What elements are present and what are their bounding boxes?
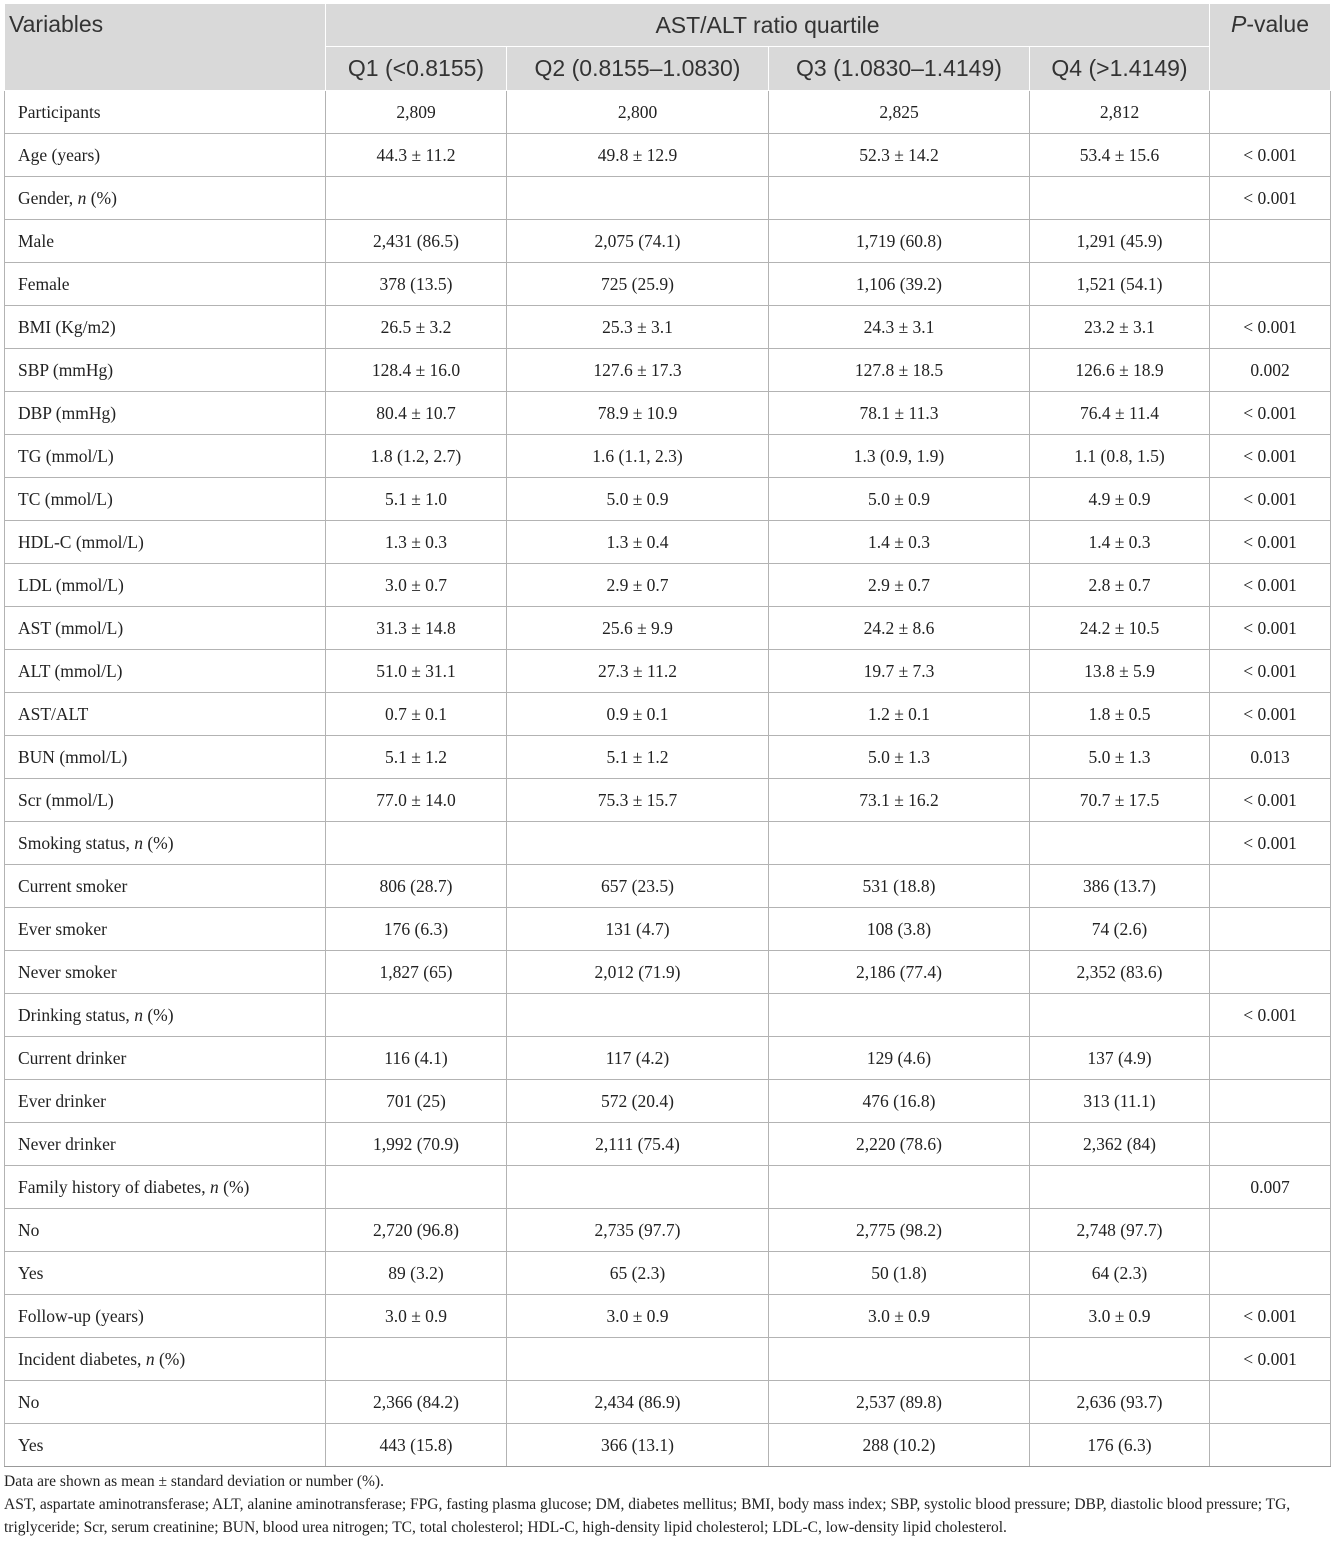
row-label: Current smoker bbox=[5, 865, 326, 908]
cell-q2: 65 (2.3) bbox=[507, 1252, 769, 1295]
cell-q1: 89 (3.2) bbox=[326, 1252, 507, 1295]
cell-q4: 5.0 ± 1.3 bbox=[1030, 736, 1210, 779]
cell-q3: 1.4 ± 0.3 bbox=[769, 521, 1030, 564]
row-label: DBP (mmHg) bbox=[5, 392, 326, 435]
cell-q2: 27.3 ± 11.2 bbox=[507, 650, 769, 693]
cell-q4: 23.2 ± 3.1 bbox=[1030, 306, 1210, 349]
cell-q2: 725 (25.9) bbox=[507, 263, 769, 306]
cell-q4: 53.4 ± 15.6 bbox=[1030, 134, 1210, 177]
table-footnotes bbox=[4, 1470, 1330, 1539]
table-row bbox=[5, 1252, 1331, 1295]
table-row bbox=[5, 994, 1331, 1037]
cell-q4: 2,352 (83.6) bbox=[1030, 951, 1210, 994]
table-row bbox=[5, 736, 1331, 779]
cell-p-value bbox=[1210, 1209, 1331, 1252]
table-row bbox=[5, 951, 1331, 994]
table-row bbox=[5, 908, 1331, 951]
cell-q3: 127.8 ± 18.5 bbox=[769, 349, 1030, 392]
row-label: Follow-up (years) bbox=[5, 1295, 326, 1338]
row-label: BMI (Kg/m2) bbox=[5, 306, 326, 349]
cell-q3: 531 (18.8) bbox=[769, 865, 1030, 908]
table-row bbox=[5, 435, 1331, 478]
cell-q2: 0.9 ± 0.1 bbox=[507, 693, 769, 736]
table-row bbox=[5, 521, 1331, 564]
cell-q1: 0.7 ± 0.1 bbox=[326, 693, 507, 736]
cell-q4: 1,291 (45.9) bbox=[1030, 220, 1210, 263]
table-row bbox=[5, 607, 1331, 650]
cell-q3: 2.9 ± 0.7 bbox=[769, 564, 1030, 607]
cell-q2: 2,075 (74.1) bbox=[507, 220, 769, 263]
table-row bbox=[5, 91, 1331, 134]
footnote-data-description: Data are shown as mean ± standard deviation or number (%). bbox=[4, 1473, 384, 1490]
cell-q1 bbox=[326, 994, 507, 1037]
cell-p-value bbox=[1210, 865, 1331, 908]
row-label: No bbox=[5, 1209, 326, 1252]
table-row bbox=[5, 822, 1331, 865]
cell-q1: 701 (25) bbox=[326, 1080, 507, 1123]
cell-p-value: 0.002 bbox=[1210, 349, 1331, 392]
row-label: Never drinker bbox=[5, 1123, 326, 1166]
table-row bbox=[5, 134, 1331, 177]
cell-p-value: < 0.001 bbox=[1210, 693, 1331, 736]
cell-q4 bbox=[1030, 1166, 1210, 1209]
cell-q3: 108 (3.8) bbox=[769, 908, 1030, 951]
cell-q2 bbox=[507, 1338, 769, 1381]
cell-q1: 5.1 ± 1.0 bbox=[326, 478, 507, 521]
cell-q3: 5.0 ± 1.3 bbox=[769, 736, 1030, 779]
cell-q4: 1,521 (54.1) bbox=[1030, 263, 1210, 306]
cell-p-value: < 0.001 bbox=[1210, 607, 1331, 650]
table-row bbox=[5, 564, 1331, 607]
cell-p-value bbox=[1210, 1252, 1331, 1295]
table-row bbox=[5, 865, 1331, 908]
cell-q1: 2,431 (86.5) bbox=[326, 220, 507, 263]
cell-q4 bbox=[1030, 822, 1210, 865]
cell-p-value: 0.007 bbox=[1210, 1166, 1331, 1209]
cell-q4: 1.1 (0.8, 1.5) bbox=[1030, 435, 1210, 478]
cell-p-value bbox=[1210, 1123, 1331, 1166]
table-row bbox=[5, 779, 1331, 822]
cell-p-value bbox=[1210, 220, 1331, 263]
table-row bbox=[5, 1166, 1331, 1209]
row-label: HDL-C (mmol/L) bbox=[5, 521, 326, 564]
cell-p-value: < 0.001 bbox=[1210, 994, 1331, 1037]
table-row bbox=[5, 306, 1331, 349]
cell-q3: 476 (16.8) bbox=[769, 1080, 1030, 1123]
table-row bbox=[5, 1338, 1331, 1381]
cell-q1: 2,809 bbox=[326, 91, 507, 134]
cell-q2: 75.3 ± 15.7 bbox=[507, 779, 769, 822]
row-label: TC (mmol/L) bbox=[5, 478, 326, 521]
cell-q1: 116 (4.1) bbox=[326, 1037, 507, 1080]
row-label: Incident diabetes, n (%) bbox=[5, 1338, 326, 1381]
cell-q1: 1,992 (70.9) bbox=[326, 1123, 507, 1166]
cell-q3: 2,537 (89.8) bbox=[769, 1381, 1030, 1424]
cell-q3: 5.0 ± 0.9 bbox=[769, 478, 1030, 521]
cell-q2 bbox=[507, 1166, 769, 1209]
cell-q3: 24.3 ± 3.1 bbox=[769, 306, 1030, 349]
cell-q2: 3.0 ± 0.9 bbox=[507, 1295, 769, 1338]
cell-p-value: < 0.001 bbox=[1210, 478, 1331, 521]
header-p-value: P-value bbox=[1210, 4, 1331, 91]
cell-q3 bbox=[769, 1338, 1030, 1381]
cell-q1: 2,720 (96.8) bbox=[326, 1209, 507, 1252]
row-label: AST/ALT bbox=[5, 693, 326, 736]
cell-q1: 3.0 ± 0.9 bbox=[326, 1295, 507, 1338]
cell-q4: 4.9 ± 0.9 bbox=[1030, 478, 1210, 521]
cell-q4: 126.6 ± 18.9 bbox=[1030, 349, 1210, 392]
cell-p-value: < 0.001 bbox=[1210, 392, 1331, 435]
cell-q1: 44.3 ± 11.2 bbox=[326, 134, 507, 177]
table-header bbox=[5, 4, 1331, 91]
cell-p-value: < 0.001 bbox=[1210, 306, 1331, 349]
row-label: Yes bbox=[5, 1252, 326, 1295]
cell-p-value: < 0.001 bbox=[1210, 1338, 1331, 1381]
cell-q1: 1.3 ± 0.3 bbox=[326, 521, 507, 564]
table-row bbox=[5, 1080, 1331, 1123]
row-label: SBP (mmHg) bbox=[5, 349, 326, 392]
cell-q1 bbox=[326, 177, 507, 220]
row-label: TG (mmol/L) bbox=[5, 435, 326, 478]
baseline-characteristics-table bbox=[4, 3, 1331, 1467]
row-label: Drinking status, n (%) bbox=[5, 994, 326, 1037]
cell-q4 bbox=[1030, 177, 1210, 220]
cell-q2: 5.0 ± 0.9 bbox=[507, 478, 769, 521]
cell-p-value: < 0.001 bbox=[1210, 177, 1331, 220]
cell-q3: 73.1 ± 16.2 bbox=[769, 779, 1030, 822]
table-row bbox=[5, 478, 1331, 521]
table-body bbox=[5, 91, 1331, 1467]
cell-q2: 2,012 (71.9) bbox=[507, 951, 769, 994]
cell-q4: 2.8 ± 0.7 bbox=[1030, 564, 1210, 607]
cell-q4 bbox=[1030, 1338, 1210, 1381]
cell-q1: 443 (15.8) bbox=[326, 1424, 507, 1467]
cell-q3 bbox=[769, 994, 1030, 1037]
table-row bbox=[5, 1295, 1331, 1338]
cell-q4 bbox=[1030, 994, 1210, 1037]
cell-q1: 77.0 ± 14.0 bbox=[326, 779, 507, 822]
cell-q3: 78.1 ± 11.3 bbox=[769, 392, 1030, 435]
cell-p-value bbox=[1210, 908, 1331, 951]
cell-p-value bbox=[1210, 91, 1331, 134]
cell-q2: 1.3 ± 0.4 bbox=[507, 521, 769, 564]
row-label: Ever drinker bbox=[5, 1080, 326, 1123]
cell-q3: 1,106 (39.2) bbox=[769, 263, 1030, 306]
cell-q1 bbox=[326, 822, 507, 865]
cell-p-value: < 0.001 bbox=[1210, 521, 1331, 564]
cell-p-value bbox=[1210, 1080, 1331, 1123]
cell-q3: 1.2 ± 0.1 bbox=[769, 693, 1030, 736]
cell-q2: 2,111 (75.4) bbox=[507, 1123, 769, 1166]
cell-q2: 117 (4.2) bbox=[507, 1037, 769, 1080]
header-q3: Q3 (1.0830–1.4149) bbox=[769, 47, 1030, 91]
table-row bbox=[5, 177, 1331, 220]
table-row bbox=[5, 349, 1331, 392]
cell-q1: 51.0 ± 31.1 bbox=[326, 650, 507, 693]
header-quartile-group: AST/ALT ratio quartile bbox=[326, 4, 1210, 47]
cell-q4: 70.7 ± 17.5 bbox=[1030, 779, 1210, 822]
row-label: Yes bbox=[5, 1424, 326, 1467]
cell-q1: 128.4 ± 16.0 bbox=[326, 349, 507, 392]
cell-q4: 64 (2.3) bbox=[1030, 1252, 1210, 1295]
cell-q3: 2,220 (78.6) bbox=[769, 1123, 1030, 1166]
header-variables: Variables bbox=[5, 4, 326, 91]
cell-q4: 74 (2.6) bbox=[1030, 908, 1210, 951]
table-row bbox=[5, 1037, 1331, 1080]
cell-q2: 657 (23.5) bbox=[507, 865, 769, 908]
cell-q4: 24.2 ± 10.5 bbox=[1030, 607, 1210, 650]
cell-q2: 25.6 ± 9.9 bbox=[507, 607, 769, 650]
cell-q3: 2,186 (77.4) bbox=[769, 951, 1030, 994]
cell-p-value: < 0.001 bbox=[1210, 822, 1331, 865]
cell-q1: 3.0 ± 0.7 bbox=[326, 564, 507, 607]
cell-q3: 288 (10.2) bbox=[769, 1424, 1030, 1467]
cell-q1: 378 (13.5) bbox=[326, 263, 507, 306]
cell-q2: 2,735 (97.7) bbox=[507, 1209, 769, 1252]
cell-q4: 2,636 (93.7) bbox=[1030, 1381, 1210, 1424]
cell-p-value: < 0.001 bbox=[1210, 1295, 1331, 1338]
cell-q1: 176 (6.3) bbox=[326, 908, 507, 951]
table-row bbox=[5, 1209, 1331, 1252]
row-label: No bbox=[5, 1381, 326, 1424]
row-label: Gender, n (%) bbox=[5, 177, 326, 220]
footnote-abbreviations: AST, aspartate aminotransferase; ALT, alanine aminotransferase; FPG, fasting plasma glucose; DM, diabetes mellitus; BMI, body mass index; SBP, systolic blood pressure; DBP, diastolic blood pressure; TG, triglyceride; Scr, serum creatinine; BUN, blood urea nitrogen; TC, total cholesterol; HDL-C, high-density lipid cholesterol; LDL-C, low-density lipid cholesterol. bbox=[4, 1496, 1291, 1536]
cell-q2: 2,434 (86.9) bbox=[507, 1381, 769, 1424]
row-label: Never smoker bbox=[5, 951, 326, 994]
cell-q3: 129 (4.6) bbox=[769, 1037, 1030, 1080]
cell-q1: 31.3 ± 14.8 bbox=[326, 607, 507, 650]
cell-q3: 24.2 ± 8.6 bbox=[769, 607, 1030, 650]
cell-q1: 1,827 (65) bbox=[326, 951, 507, 994]
row-label: BUN (mmol/L) bbox=[5, 736, 326, 779]
cell-q2 bbox=[507, 994, 769, 1037]
cell-q2 bbox=[507, 822, 769, 865]
table-row bbox=[5, 392, 1331, 435]
cell-q2: 572 (20.4) bbox=[507, 1080, 769, 1123]
cell-q3: 2,825 bbox=[769, 91, 1030, 134]
cell-q1 bbox=[326, 1166, 507, 1209]
table-row bbox=[5, 1123, 1331, 1166]
table-row bbox=[5, 693, 1331, 736]
row-label: Age (years) bbox=[5, 134, 326, 177]
cell-q1: 5.1 ± 1.2 bbox=[326, 736, 507, 779]
cell-q2: 2,800 bbox=[507, 91, 769, 134]
cell-q4: 13.8 ± 5.9 bbox=[1030, 650, 1210, 693]
cell-q3: 52.3 ± 14.2 bbox=[769, 134, 1030, 177]
table-row bbox=[5, 263, 1331, 306]
header-q2: Q2 (0.8155–1.0830) bbox=[507, 47, 769, 91]
cell-q2: 78.9 ± 10.9 bbox=[507, 392, 769, 435]
cell-p-value bbox=[1210, 1424, 1331, 1467]
row-label: Current drinker bbox=[5, 1037, 326, 1080]
cell-q4: 137 (4.9) bbox=[1030, 1037, 1210, 1080]
cell-q4: 2,812 bbox=[1030, 91, 1210, 134]
table-row bbox=[5, 220, 1331, 263]
cell-q2: 366 (13.1) bbox=[507, 1424, 769, 1467]
row-label: LDL (mmol/L) bbox=[5, 564, 326, 607]
cell-q3: 3.0 ± 0.9 bbox=[769, 1295, 1030, 1338]
cell-q2: 2.9 ± 0.7 bbox=[507, 564, 769, 607]
cell-q1: 2,366 (84.2) bbox=[326, 1381, 507, 1424]
cell-p-value: < 0.001 bbox=[1210, 779, 1331, 822]
row-label: Participants bbox=[5, 91, 326, 134]
table-row bbox=[5, 1381, 1331, 1424]
row-label: Smoking status, n (%) bbox=[5, 822, 326, 865]
cell-q3 bbox=[769, 177, 1030, 220]
cell-q4: 313 (11.1) bbox=[1030, 1080, 1210, 1123]
cell-q3: 2,775 (98.2) bbox=[769, 1209, 1030, 1252]
row-label: AST (mmol/L) bbox=[5, 607, 326, 650]
cell-q4: 3.0 ± 0.9 bbox=[1030, 1295, 1210, 1338]
header-q4: Q4 (>1.4149) bbox=[1030, 47, 1210, 91]
cell-q4: 76.4 ± 11.4 bbox=[1030, 392, 1210, 435]
cell-q1: 806 (28.7) bbox=[326, 865, 507, 908]
cell-q1: 80.4 ± 10.7 bbox=[326, 392, 507, 435]
cell-p-value bbox=[1210, 263, 1331, 306]
row-label: Female bbox=[5, 263, 326, 306]
cell-p-value: < 0.001 bbox=[1210, 650, 1331, 693]
cell-p-value bbox=[1210, 1037, 1331, 1080]
cell-p-value: < 0.001 bbox=[1210, 134, 1331, 177]
cell-p-value bbox=[1210, 951, 1331, 994]
table-row bbox=[5, 650, 1331, 693]
cell-q2 bbox=[507, 177, 769, 220]
cell-p-value bbox=[1210, 1381, 1331, 1424]
cell-q4: 176 (6.3) bbox=[1030, 1424, 1210, 1467]
row-label: Ever smoker bbox=[5, 908, 326, 951]
cell-p-value: < 0.001 bbox=[1210, 564, 1331, 607]
cell-q1 bbox=[326, 1338, 507, 1381]
cell-q3 bbox=[769, 822, 1030, 865]
cell-q4: 2,362 (84) bbox=[1030, 1123, 1210, 1166]
cell-q4: 386 (13.7) bbox=[1030, 865, 1210, 908]
cell-p-value: < 0.001 bbox=[1210, 435, 1331, 478]
row-label: Family history of diabetes, n (%) bbox=[5, 1166, 326, 1209]
cell-q2: 5.1 ± 1.2 bbox=[507, 736, 769, 779]
cell-q4: 1.4 ± 0.3 bbox=[1030, 521, 1210, 564]
cell-q1: 26.5 ± 3.2 bbox=[326, 306, 507, 349]
cell-q1: 1.8 (1.2, 2.7) bbox=[326, 435, 507, 478]
cell-q3 bbox=[769, 1166, 1030, 1209]
cell-q2: 25.3 ± 3.1 bbox=[507, 306, 769, 349]
cell-q2: 127.6 ± 17.3 bbox=[507, 349, 769, 392]
cell-q3: 1,719 (60.8) bbox=[769, 220, 1030, 263]
cell-p-value: 0.013 bbox=[1210, 736, 1331, 779]
cell-q2: 1.6 (1.1, 2.3) bbox=[507, 435, 769, 478]
cell-q4: 2,748 (97.7) bbox=[1030, 1209, 1210, 1252]
row-label: Male bbox=[5, 220, 326, 263]
table-row bbox=[5, 1424, 1331, 1467]
cell-q4: 1.8 ± 0.5 bbox=[1030, 693, 1210, 736]
cell-q3: 50 (1.8) bbox=[769, 1252, 1030, 1295]
header-q1: Q1 (<0.8155) bbox=[326, 47, 507, 91]
cell-q2: 131 (4.7) bbox=[507, 908, 769, 951]
row-label: Scr (mmol/L) bbox=[5, 779, 326, 822]
row-label: ALT (mmol/L) bbox=[5, 650, 326, 693]
cell-q2: 49.8 ± 12.9 bbox=[507, 134, 769, 177]
cell-q3: 19.7 ± 7.3 bbox=[769, 650, 1030, 693]
cell-q3: 1.3 (0.9, 1.9) bbox=[769, 435, 1030, 478]
